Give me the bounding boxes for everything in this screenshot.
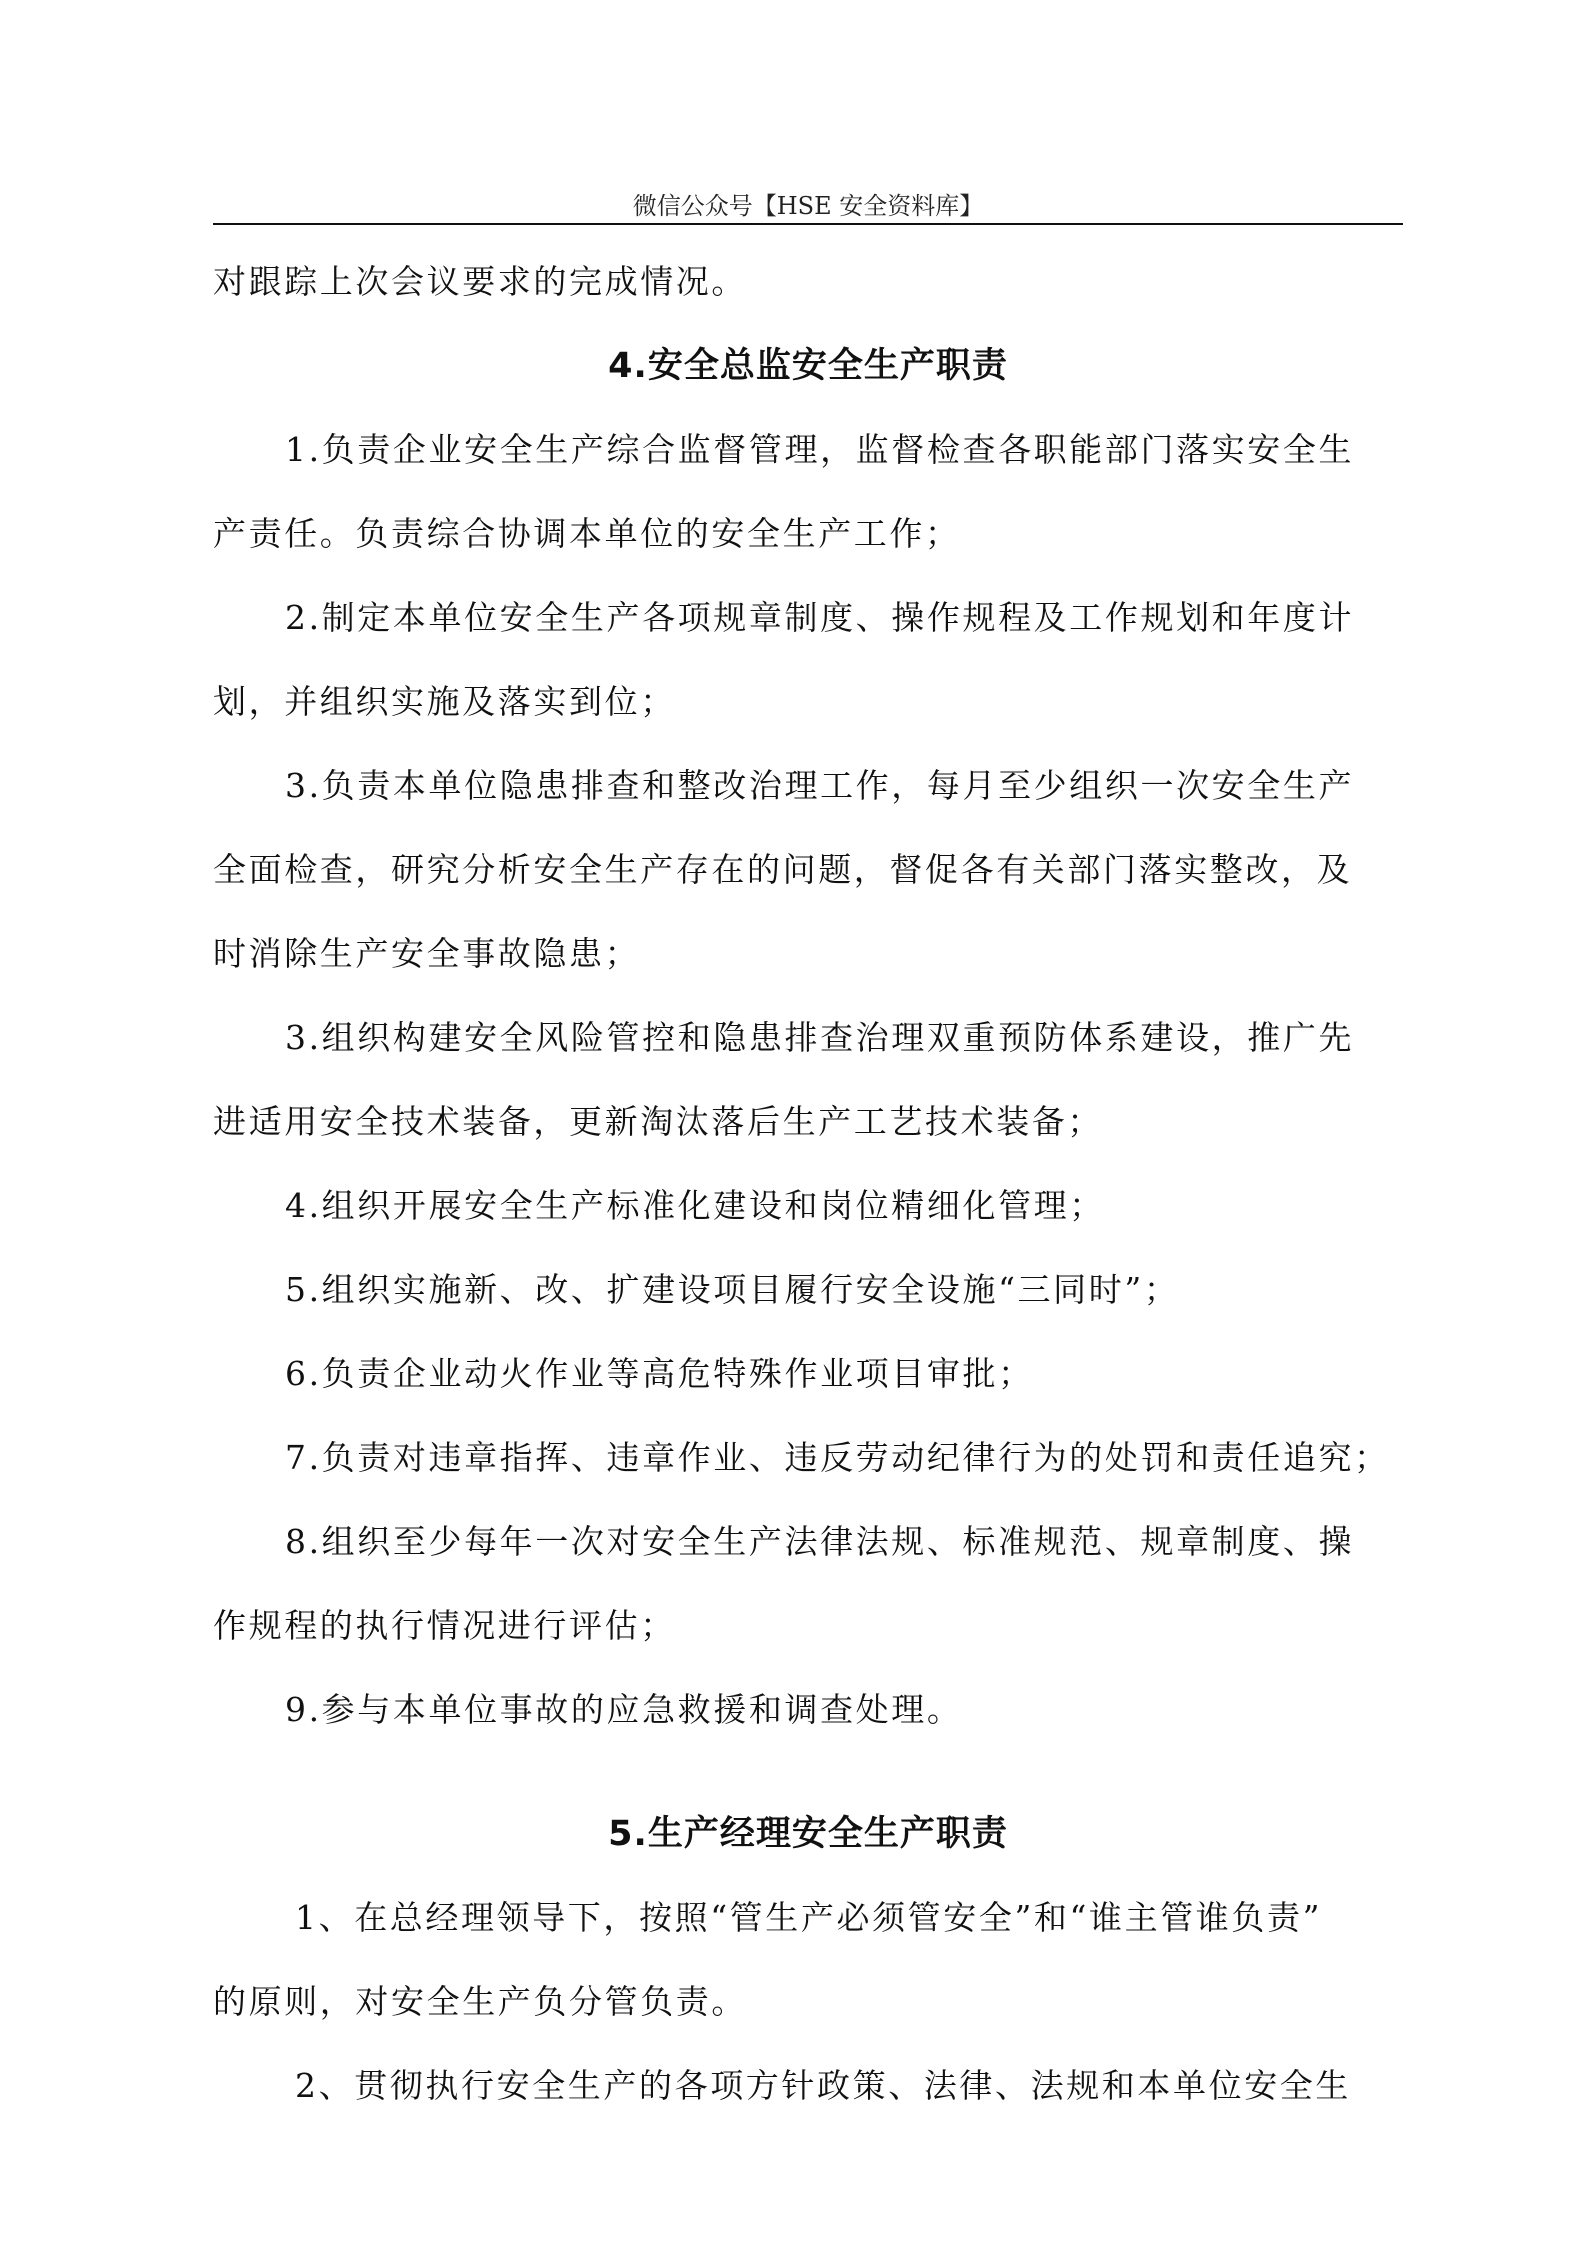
paragraph-line: 1、在总经理领导下，按照“管生产必须管安全”和“谁主管谁负责”: [295, 1898, 1323, 1937]
paragraph-line: 2.制定本单位安全生产各项规章制度、操作规程及工作规划和年度计: [285, 598, 1355, 637]
document-body: [213, 240, 1403, 2128]
paragraph-line: 的原则，对安全生产负分管负责。: [213, 1982, 747, 2021]
section-heading: 5.生产经理安全生产职责: [608, 1814, 1008, 1854]
paragraph-line: 划，并组织实施及落实到位；: [213, 682, 676, 721]
paragraph-line: 1.负责企业安全生产综合监督管理，监督检查各职能部门落实安全生: [285, 430, 1355, 469]
paragraph-line: 3.组织构建安全风险管控和隐患排查治理双重预防体系建设，推广先: [285, 1018, 1355, 1057]
section-spacer: [213, 1752, 1403, 1792]
paragraph-line: 进适用安全技术装备，更新淘汰落后生产工艺技术装备；: [213, 1102, 1103, 1141]
paragraph-line: 5.组织实施新、改、扩建设项目履行安全设施“三同时”；: [285, 1270, 1180, 1309]
paragraph-line: 6.负责企业动火作业等高危特殊作业项目审批；: [285, 1354, 1034, 1393]
paragraph-line: 9.参与本单位事故的应急救援和调查处理。: [285, 1690, 963, 1729]
paragraph-line: 对跟踪上次会议要求的完成情况。: [213, 262, 747, 301]
page-header: 微信公众号【HSE 安全资料库】: [632, 192, 984, 220]
paragraph-line: 8.组织至少每年一次对安全生产法律法规、标准规范、规章制度、操: [285, 1522, 1355, 1561]
paragraph-line: 7.负责对违章指挥、违章作业、违反劳动纪律行为的处罚和责任追究；: [285, 1438, 1390, 1477]
paragraph-line: 4.组织开展安全生产标准化建设和岗位精细化管理；: [285, 1186, 1105, 1225]
section-heading: 4.安全总监安全生产职责: [608, 346, 1008, 386]
paragraph-line: 产责任。负责综合协调本单位的安全生产工作；: [213, 514, 961, 553]
paragraph-line: 全面检查，研究分析安全生产存在的问题，督促各有关部门落实整改，及: [213, 850, 1353, 889]
header-rule: [213, 223, 1403, 225]
paragraph-line: 时消除生产安全事故隐患；: [213, 934, 641, 973]
paragraph-line: 2、贯彻执行安全生产的各项方针政策、法律、法规和本单位安全生: [295, 2066, 1351, 2105]
paragraph-line: 作规程的执行情况进行评估；: [213, 1606, 676, 1645]
paragraph-line: 3.负责本单位隐患排查和整改治理工作，每月至少组织一次安全生产: [285, 766, 1355, 805]
